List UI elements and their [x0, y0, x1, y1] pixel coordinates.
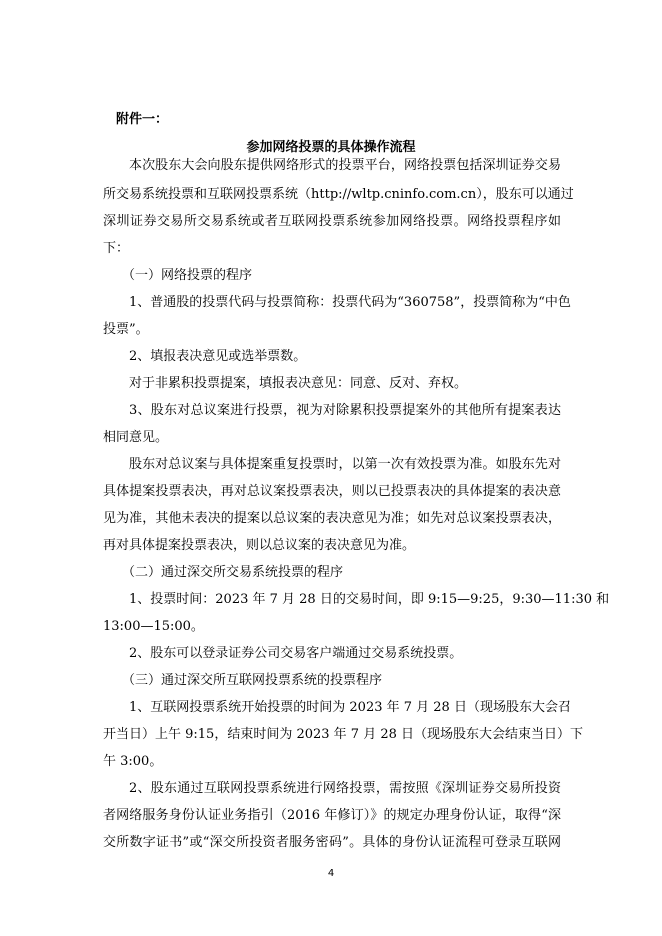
section-heading: （二）通过深交所交易系统投票的程序: [122, 565, 344, 580]
paragraph-line: 本次股东大会向股东提供网络形式的投票平台，网络投票包括深圳证券交易: [129, 158, 561, 173]
section-heading: （一）网络投票的程序: [122, 268, 253, 283]
paragraph-line: 者网络服务身份认证业务指引（2016 年修订）》的规定办理身份认证，取得“深: [103, 808, 561, 823]
paragraph-line: 股东对总议案与具体提案重复投票时，以第一次有效投票为准。如股东先对: [129, 457, 561, 472]
paragraph-line: 相同意见。: [103, 430, 169, 445]
paragraph-line: 具体提案投票表决，再对总议案投票表决，则以已投票表决的具体提案的表决意: [103, 484, 561, 499]
paragraph-line: 再对具体提案投票表决，则以总议案的表决意见为准。: [103, 538, 416, 553]
paragraph-line: 见为准，其他未表决的提案以总议案的表决意见为准；如先对总议案投票表决，: [103, 511, 561, 526]
paragraph-line: 13:00—15:00。: [103, 619, 204, 634]
paragraph-line: 交所数字证书”或“深交所投资者服务密码”。具体的身份认证流程可登录互联网: [103, 835, 561, 850]
paragraph-line: 午 3:00。: [103, 754, 163, 769]
paragraph-line: 深圳证券交易所交易系统或者互联网投票系统参加网络投票。网络投票程序如: [103, 214, 561, 229]
paragraph-line: 1、普通股的投票代码与投票简称：投票代码为“360758”，投票简称为“中色: [129, 295, 571, 310]
document-title: 参加网络投票的具体操作流程: [246, 140, 416, 155]
paragraph-line: 所交易系统投票和互联网投票系统（http://wltp.cninfo.com.cn），股东可以通过: [103, 187, 574, 202]
paragraph-line: 3、股东对总议案进行投票，视为对除累积投票提案外的其他所有提案表达: [129, 403, 561, 418]
paragraph-line: 1、投票时间：2023 年 7 月 28 日的交易时间，即 9:15—9:25，9:30—11:30 和: [129, 592, 610, 607]
section-heading: （三）通过深交所互联网投票系统的投票程序: [122, 673, 383, 688]
appendix-label: 附件一：: [116, 112, 169, 127]
paragraph-line: 2、填报表决意见或选举票数。: [129, 349, 307, 364]
paragraph-line: 对于非累积投票提案，填报表决意见：同意、反对、弃权。: [129, 376, 468, 391]
page-number: 4: [327, 868, 335, 879]
paragraph-line: 1、互联网投票系统开始投票的时间为 2023 年 7 月 28 日（现场股东大会召: [129, 700, 571, 715]
paragraph-line: 开当日）上午 9:15，结束时间为 2023 年 7 月 28 日（现场股东大会结束当日）下: [103, 727, 584, 742]
paragraph-line: 2、股东可以登录证券公司交易客户端通过交易系统投票。: [129, 646, 463, 661]
paragraph-line: 2、股东通过互联网投票系统进行网络投票，需按照《深圳证券交易所投资: [129, 781, 561, 796]
paragraph-line: 下：: [103, 241, 130, 256]
paragraph-line: 投票”。: [103, 322, 149, 337]
